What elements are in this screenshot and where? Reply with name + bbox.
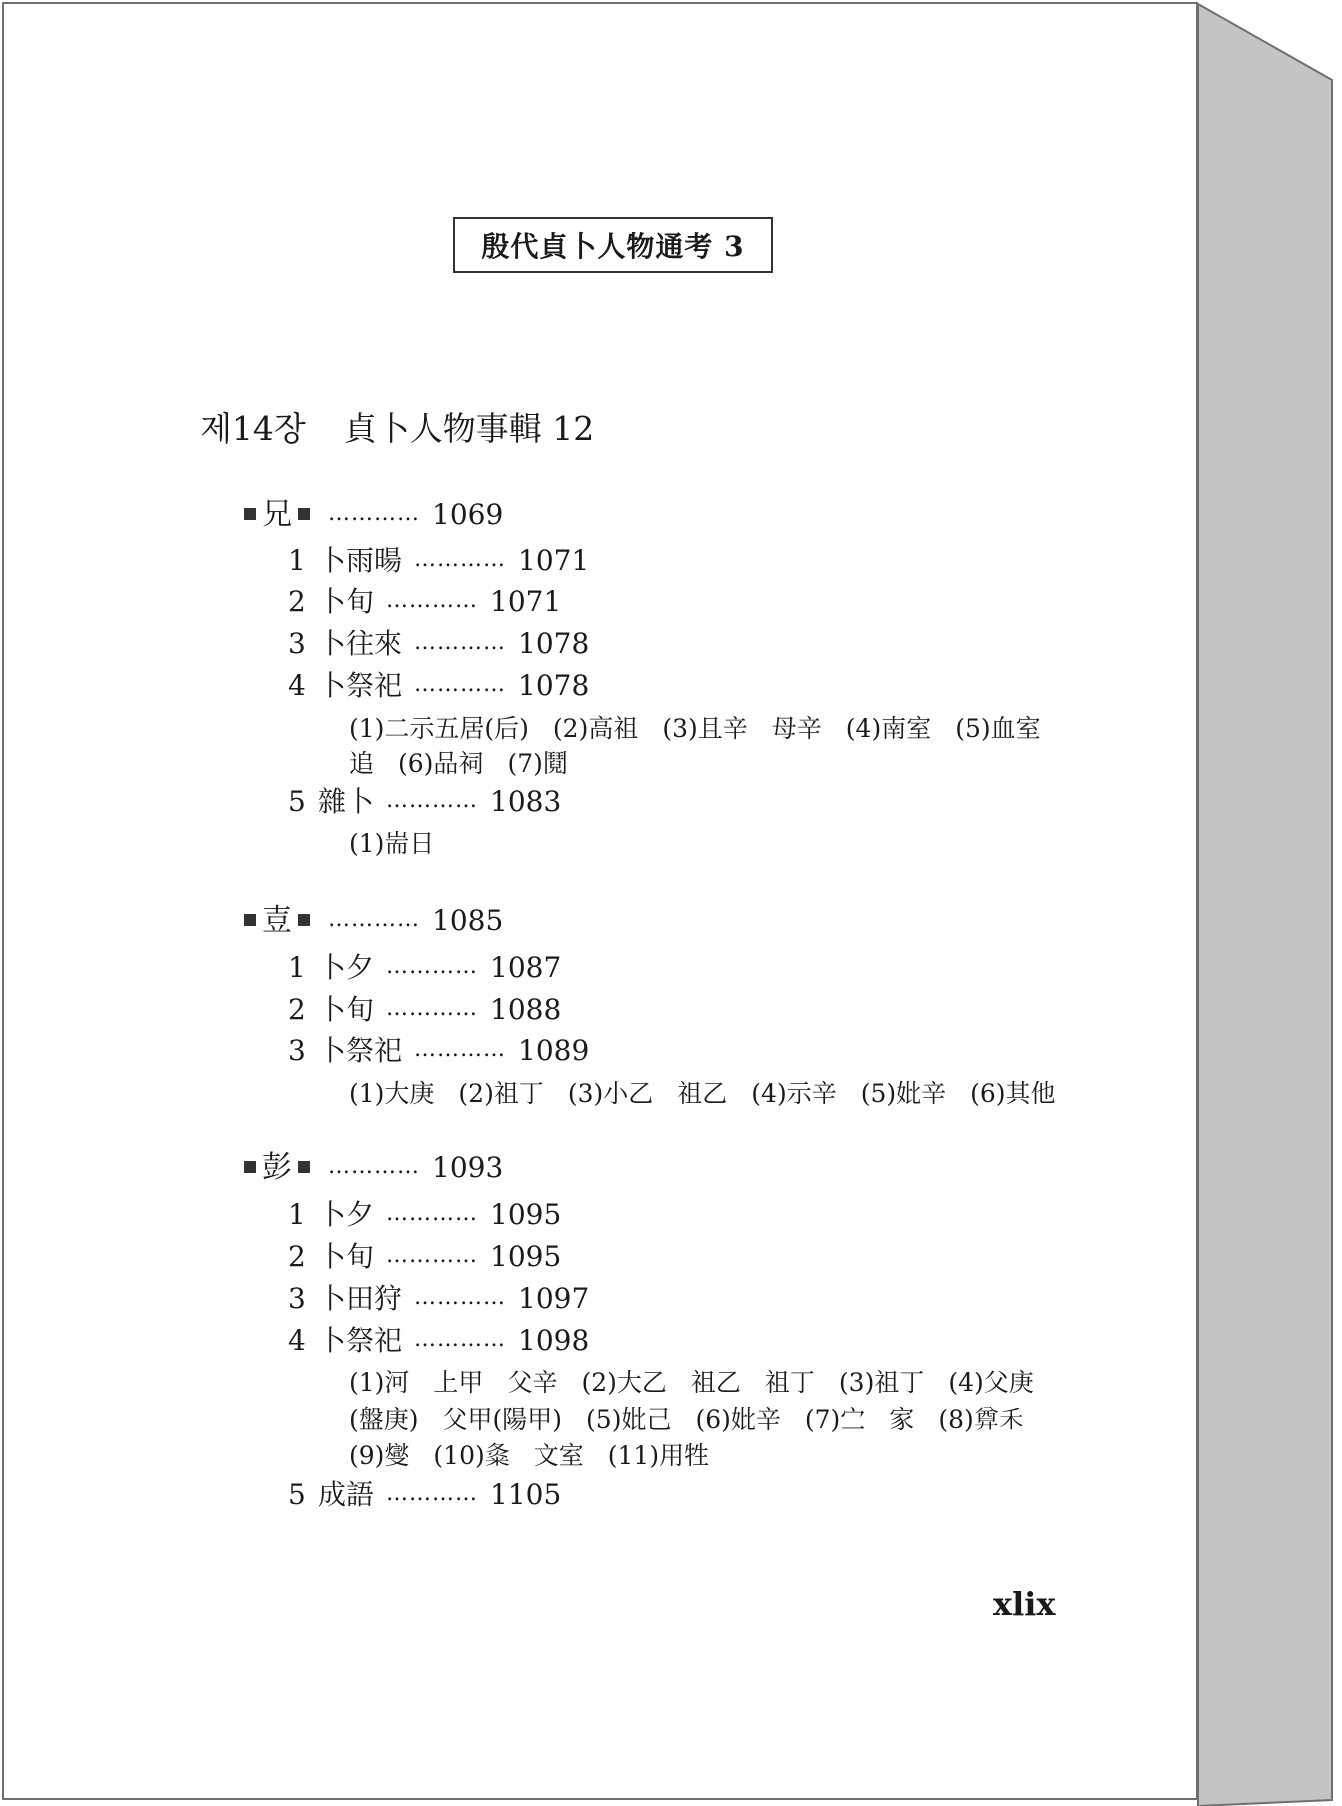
toc-item: 3 卜田狩 ………… 1097	[288, 1282, 590, 1315]
section-heading: 兄 ………… 1069	[238, 497, 503, 536]
toc-item: 2 卜旬 ………… 1071	[288, 585, 562, 618]
toc-subitems: (1)河 上甲 父辛 (2)大乙 祖乙 祖丁 (3)祖丁 (4)父庚	[349, 1368, 1034, 1397]
square-bullet-icon	[244, 1161, 256, 1173]
page-folio: xlix	[993, 1585, 1056, 1623]
toc-item: 5 雜卜 ………… 1083	[288, 785, 562, 818]
chapter-title: 貞卜人物事輯 12	[343, 409, 595, 448]
toc-subitems: (1)二示五居(后) (2)高祖 (3)且辛 母辛 (4)南室 (5)血室	[349, 714, 1041, 743]
square-bullet-icon	[244, 914, 256, 926]
toc-subitems: (1)耑日	[349, 829, 435, 858]
square-bullet-icon	[298, 1161, 310, 1173]
toc-item: 2 卜旬 ………… 1088	[288, 993, 562, 1026]
page-number: 1085	[432, 904, 504, 937]
toc-item: 3 卜往來 ………… 1078	[288, 627, 590, 660]
toc-item: 3 卜祭祀 ………… 1089	[288, 1034, 590, 1067]
square-bullet-icon	[298, 914, 310, 926]
toc-subitems: (盤庚) 父甲(陽甲) (5)妣己 (6)妣辛 (7)㝉 家 (8)𢍜禾	[349, 1405, 1024, 1434]
page-number: 1069	[432, 498, 504, 531]
toc-item: 4 卜祭祀 ………… 1098	[288, 1324, 590, 1357]
toc-subitems: (9)燮 (10)𡕝 文室 (11)用牲	[349, 1441, 710, 1470]
square-bullet-icon	[244, 508, 256, 520]
section-heading: 壴 ………… 1085	[238, 903, 503, 942]
toc-item: 4 卜祭祀 ………… 1078	[288, 669, 590, 702]
toc-subitems: (1)大庚 (2)祖丁 (3)小乙 祖乙 (4)示辛 (5)妣辛 (6)其他	[349, 1079, 1056, 1108]
running-header: 殷代貞卜人物通考 3	[453, 217, 773, 273]
square-bullet-icon	[298, 508, 310, 520]
section-heading: 彭 ………… 1093	[238, 1150, 503, 1189]
toc-item: 1 卜夕 ………… 1095	[288, 1198, 562, 1231]
chapter-number: 제14장	[200, 409, 306, 448]
toc-item: 5 成語 ………… 1105	[288, 1478, 562, 1511]
toc-item: 1 卜夕 ………… 1087	[288, 951, 562, 984]
toc-subitems: 追 (6)品祠 (7)鬩	[349, 749, 568, 778]
toc-item: 2 卜旬 ………… 1095	[288, 1240, 562, 1273]
chapter-heading	[200, 403, 594, 450]
page-number: 1093	[432, 1151, 504, 1184]
toc-item: 1 卜雨暘 ………… 1071	[288, 544, 590, 577]
